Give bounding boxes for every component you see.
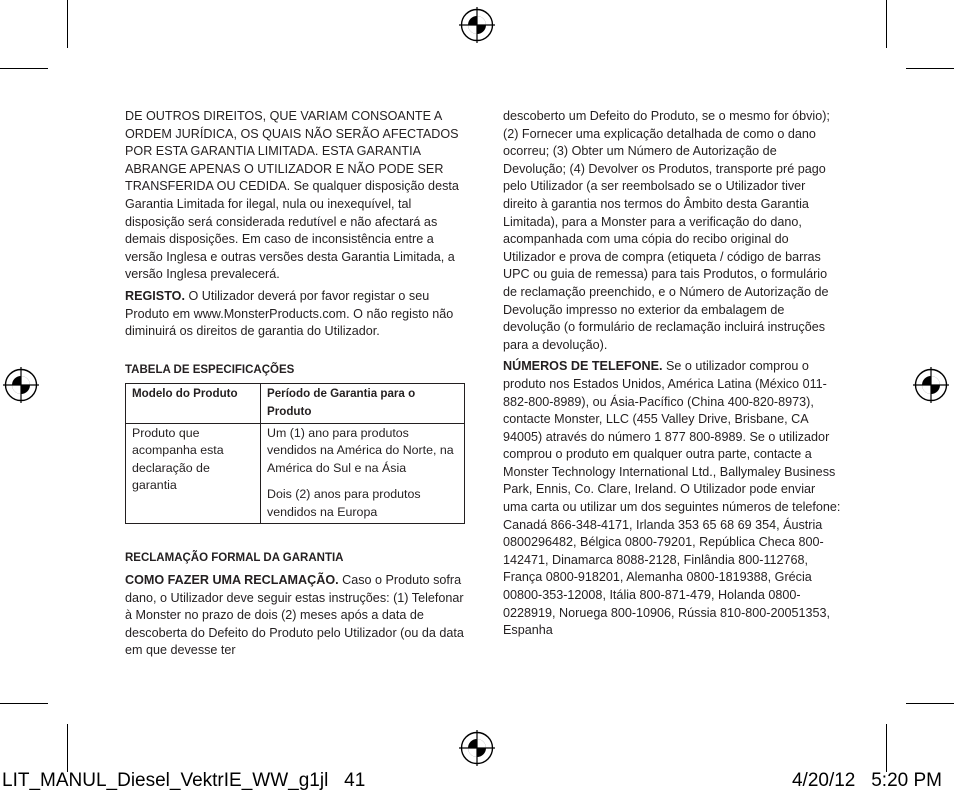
crop-mark (0, 703, 48, 704)
warranty-rights-paragraph: DE OUTROS DIREITOS, QUE VARIAM CONSOANTE A ORDEM JURÍDICA, OS QUAIS NÃO SERÃO AFECTADOS POR ESTA GARANTIA LIMITADA. ESTA GARANTIA ABRANGE APENAS O UTILIZADOR E NÃO PODE SER TRANSFERIDA OU CEDIDA. Se qualquer disposição desta Garantia Limitada for ilegal, nula ou inexequível, tal disposição será considerada redutível e não afectará as demais disposições. Em caso de inconsistência entre a versão Inglesa e outras versões desta Garantia Limitada, a versão Inglesa prevalecerá. (125, 109, 459, 282)
table-cell-product: Produto que acompanha esta declaração de garantia (126, 423, 261, 524)
left-column (125, 108, 465, 660)
table-header-model: Modelo do Produto (126, 384, 261, 423)
footer-datetime (792, 770, 942, 792)
registration-text: O Utilizador deverá por favor registar o seu Produto em www.MonsterProducts.com. O não registo não diminuirá os direitos de garantia do Utilizador. (125, 288, 454, 339)
registration-paragraph (125, 288, 465, 341)
howto-paragraph (125, 572, 465, 660)
right-column (503, 108, 843, 640)
phone-numbers-paragraph (503, 358, 843, 640)
file-name: LIT_MANUL_Diesel_VektrIE_WW_g1jl (2, 770, 329, 791)
print-date: 4/20/12 (791, 770, 856, 791)
crop-mark (906, 68, 954, 69)
registration-mark-icon (459, 7, 495, 43)
registration-mark-icon (3, 367, 39, 403)
howto-label: COMO FAZER UMA RECLAMAÇÃO. (125, 573, 339, 588)
phone-numbers-label: NÚMEROS DE TELEFONE. (503, 359, 663, 374)
print-time: 5:20 PM (871, 770, 942, 791)
phone-numbers-text: Se o utilizador comprou o produto nos Estados Unidos, América Latina (México 011-882-800-8989), ou Ásia-Pacífico (China 400-820-8973), contacte Monster, LLC (455 Valley Drive, Brisbane, CA 94005) através do número 1 877 800-8989. Se o utilizador comprou o produto em qualquer outra parte, contacte a Monster Technology International Ltd., Ballymaley Business Park, Ennis, Co. Clare, Ireland. O Utilizador pode enviar uma carta ou utilizar um dos seguintes números de telefone: Canadá 866-348-4171, Irlanda 353 65 68 69 354, Áustria 0800296482, Bélgica 0800-79201, República Checa 800-142471, Dinamarca 8088-2128, Finlândia 800-112768, França 0800-918201, Alemanha 0800-1819388, Grécia 00800-353-12008, Itália 800-871-479, Holanda 0800-0228919, Noruega 800-10906, Rússia 810-800-20051353, Espanha (503, 359, 841, 638)
registration-label: REGISTO. (125, 288, 185, 303)
footer-slug (2, 770, 365, 792)
crop-mark (67, 0, 68, 48)
table-cell-period (261, 423, 465, 524)
registration-mark-icon (913, 367, 949, 403)
registration-mark-icon (459, 730, 495, 766)
warranty-period-americas-asia: Um (1) ano para produtos vendidos na América do Norte, na América do Sul e na Ásia (267, 425, 454, 475)
howto-text: Caso o Produto sofra dano, o Utilizador deve seguir estas instruções: (1) Telefonar à Monster no prazo de dois (2) meses após a data de descoberta do Defeito do Produto pelo Utilizador (ou da data em que devesse ter (125, 573, 464, 658)
claim-heading: RECLAMAÇÃO FORMAL DA GARANTIA (125, 552, 344, 565)
crop-mark (886, 724, 887, 772)
crop-mark (906, 703, 954, 704)
spec-table (125, 383, 465, 524)
return-instructions-paragraph: descoberto um Defeito do Produto, se o mesmo for óbvio); (2) Fornecer uma explicação detalhada de como o dano ocorreu; (3) Obter um Número de Autorização de Devolução; (4) Devolver os Produtos, transporte pré pago pelo Utilizador (a ser reembolsado se o Utilizador tiver direito à garantia nos termos do Âmbito desta Garantia Limitada), para a Monster para a verificação do dano, acompanhada com uma cópia do recibo original do Utilizador e prova de compra (etiqueta / código de barras UPC ou guia de remessa) para tais Produtos, o formulário de reclamação preenchido, e o Número de Autorização de Devolução impresso no exterior da embalagem de devolução (o formulário de reclamação incluirá instruções para a devolução). (503, 109, 830, 352)
warranty-period-europe: Dois (2) anos para produtos vendidos na Europa (267, 487, 421, 519)
crop-mark (67, 724, 68, 772)
crop-mark (886, 0, 887, 48)
table-header-period: Período de Garantia para o Produto (261, 384, 465, 423)
spec-table-heading: TABELA DE ESPECIFICAÇÕES (125, 363, 295, 376)
crop-mark (0, 68, 48, 69)
page-number: 41 (344, 770, 366, 791)
